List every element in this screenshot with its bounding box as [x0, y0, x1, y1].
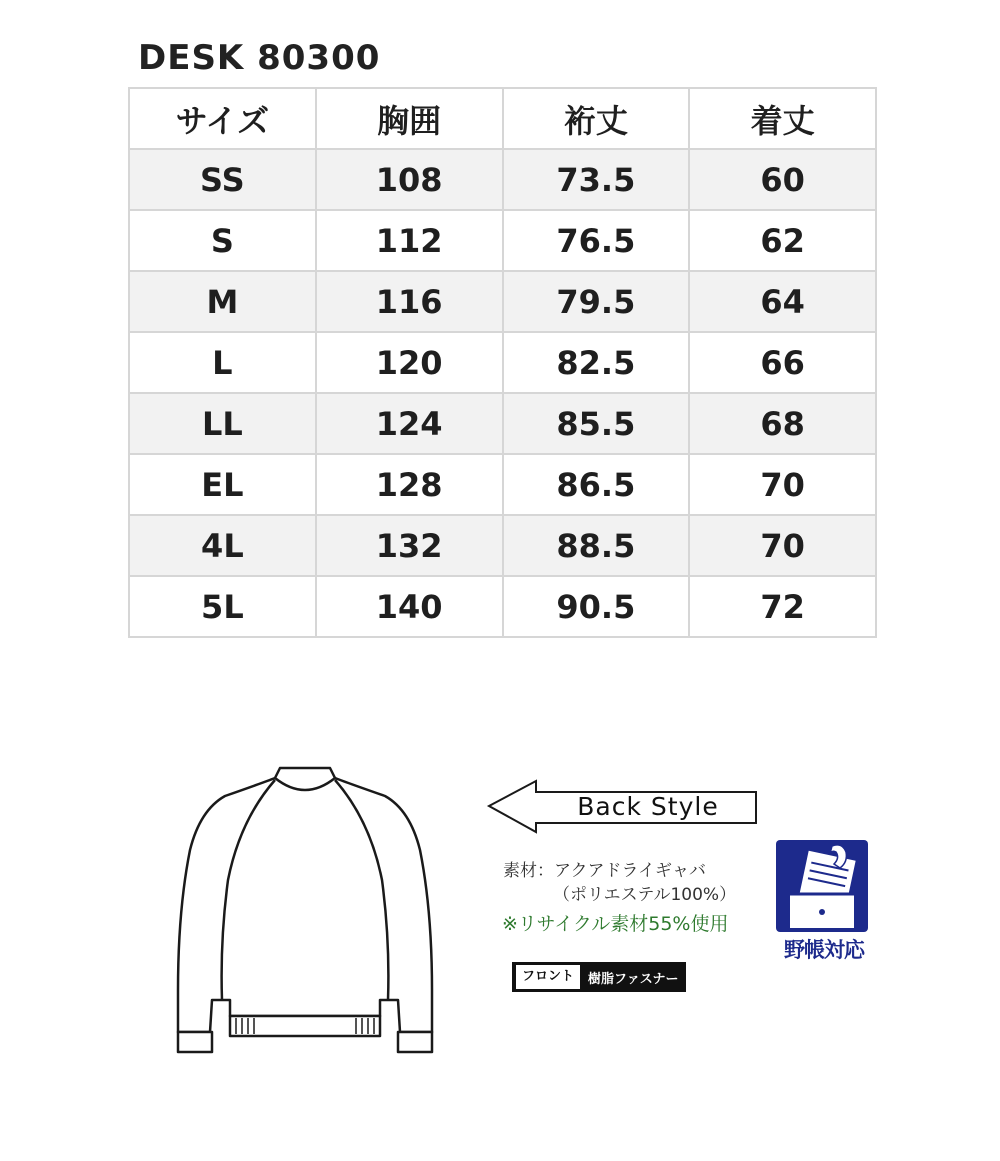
- header-sleeve-length: 裄丈: [503, 88, 690, 149]
- recycle-note: ※リサイクル素材55%使用: [502, 913, 729, 935]
- table-row: [129, 149, 876, 210]
- cell-sleeve-length: 90.5: [503, 576, 690, 637]
- cell-body-length: 62: [689, 210, 876, 271]
- cell-sleeve-length: 86.5: [503, 454, 690, 515]
- material-composition: （ポリエステル100%）: [553, 885, 737, 905]
- cell-sleeve-length: 73.5: [503, 149, 690, 210]
- table-row: [129, 332, 876, 393]
- table-row: [129, 454, 876, 515]
- product-code: DESK 80300: [138, 38, 381, 78]
- cell-chest: 140: [316, 576, 503, 637]
- cell-sleeve-length: 79.5: [503, 271, 690, 332]
- notebook-pocket-badge: [776, 840, 872, 964]
- cell-sleeve-length: 88.5: [503, 515, 690, 576]
- header-size: サイズ: [129, 88, 316, 149]
- cell-sleeve-length: 82.5: [503, 332, 690, 393]
- cell-chest: 124: [316, 393, 503, 454]
- cell-size: 4L: [129, 515, 316, 576]
- table-row: [129, 210, 876, 271]
- zipper-tag: [512, 962, 686, 992]
- cell-sleeve-length: 76.5: [503, 210, 690, 271]
- cell-body-length: 64: [689, 271, 876, 332]
- size-table: [128, 87, 877, 638]
- zipper-type-label: 樹脂ファスナー: [588, 971, 679, 987]
- zipper-front-label: フロント: [516, 965, 580, 989]
- cell-chest: 116: [316, 271, 503, 332]
- cell-chest: 132: [316, 515, 503, 576]
- cell-size: M: [129, 271, 316, 332]
- cell-size: S: [129, 210, 316, 271]
- table-row: [129, 271, 876, 332]
- header-body-length: 着丈: [689, 88, 876, 149]
- cell-body-length: 70: [689, 515, 876, 576]
- cell-size: LL: [129, 393, 316, 454]
- cell-body-length: 72: [689, 576, 876, 637]
- cell-chest: 112: [316, 210, 503, 271]
- notebook-pocket-label: 野帳対応: [784, 938, 864, 962]
- cell-chest: 108: [316, 149, 503, 210]
- cell-body-length: 70: [689, 454, 876, 515]
- header-chest: 胸囲: [316, 88, 503, 149]
- notebook-pocket-icon: [776, 840, 868, 932]
- cell-body-length: 60: [689, 149, 876, 210]
- back-style-label: Back Style: [577, 792, 719, 821]
- cell-chest: 128: [316, 454, 503, 515]
- jacket-back-illustration: [160, 760, 450, 1060]
- table-row: [129, 576, 876, 637]
- table-row: [129, 515, 876, 576]
- cell-body-length: 66: [689, 332, 876, 393]
- cell-body-length: 68: [689, 393, 876, 454]
- cell-size: 5L: [129, 576, 316, 637]
- cell-chest: 120: [316, 332, 503, 393]
- material-text: 素材：アクアドライギャバ: [503, 861, 706, 881]
- cell-sleeve-length: 85.5: [503, 393, 690, 454]
- size-table-header-row: [129, 88, 876, 149]
- cell-size: SS: [129, 149, 316, 210]
- cell-size: EL: [129, 454, 316, 515]
- cell-size: L: [129, 332, 316, 393]
- table-row: [129, 393, 876, 454]
